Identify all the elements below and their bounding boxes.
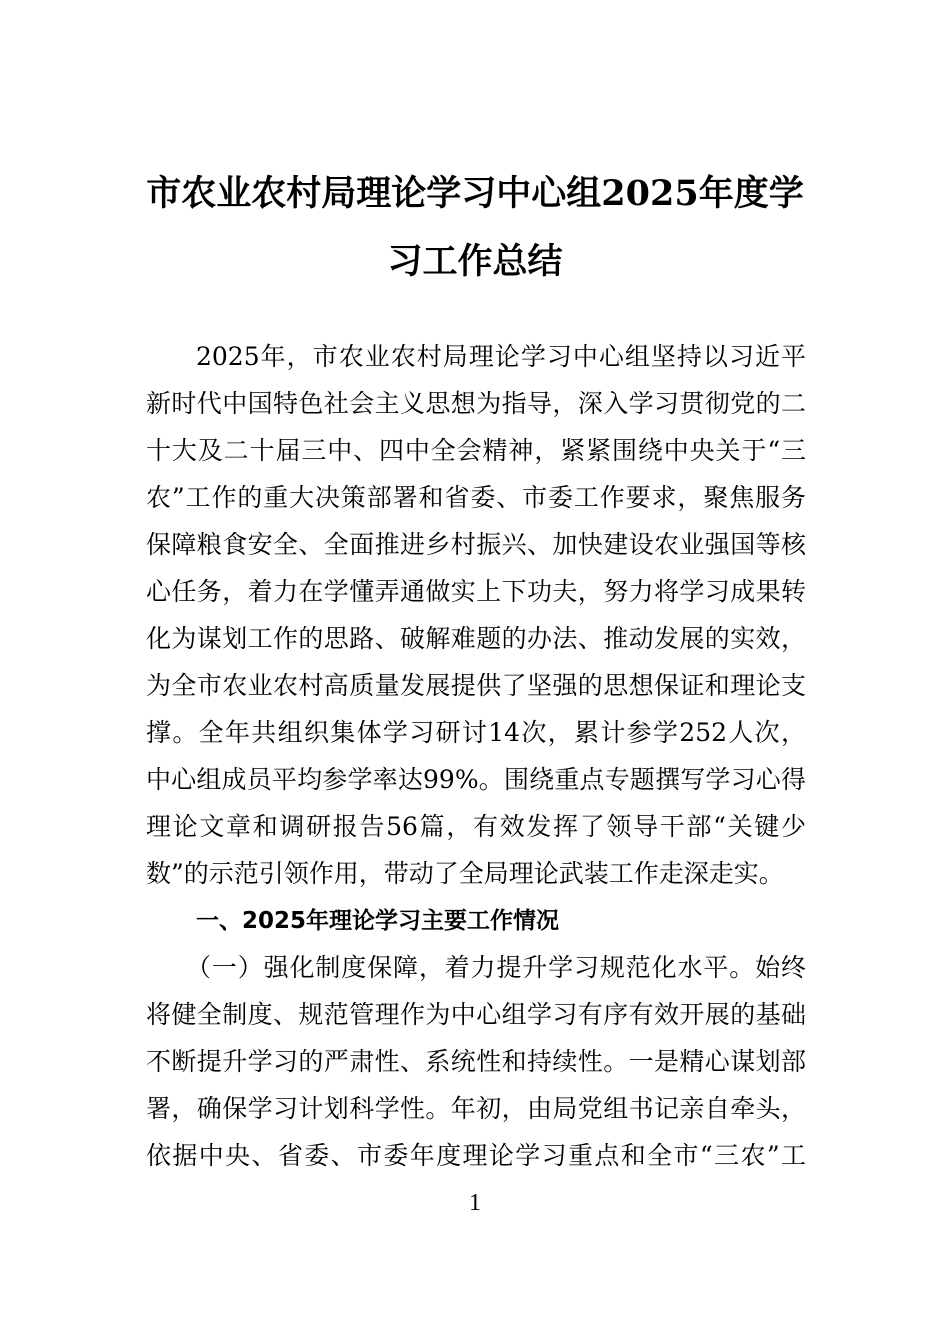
paragraph-line: 农”工作的重大决策部署和省委、市委工作要求，聚焦服务: [146, 483, 806, 512]
paragraph-line: 新时代中国特色社会主义思想为指导，深入学习贯彻党的二: [146, 389, 806, 418]
document-title-line-1: 市农业农村局理论学习中心组2025年度学: [146, 173, 804, 214]
section-heading: 一、2025年理论学习主要工作情况: [196, 908, 560, 934]
paragraph-line: 化为谋划工作的思路、破解难题的办法、推动发展的实效，: [146, 624, 806, 653]
paragraph-line: 不断提升学习的严肃性、系统性和持续性。一是精心谋划部: [146, 1047, 806, 1076]
paragraph-line: 为全市农业农村高质量发展提供了坚强的思想保证和理论支: [146, 671, 806, 700]
paragraph-line: 2025年，市农业农村局理论学习中心组坚持以习近平: [196, 342, 806, 371]
paragraph-line: 署，确保学习计划科学性。年初，由局党组书记亲自牵头，: [146, 1094, 806, 1123]
paragraph-line: 依据中央、省委、市委年度理论学习重点和全市“三农”工: [146, 1141, 806, 1170]
paragraph-line: 十大及二十届三中、四中全会精神，紧紧围绕中央关于“三: [146, 436, 806, 465]
document-title-line-2: 习工作总结: [387, 241, 563, 282]
paragraph-line: 将健全制度、规范管理作为中心组学习有序有效开展的基础: [146, 1000, 806, 1029]
paragraph-line: 保障粮食安全、全面推进乡村振兴、加快建设农业强国等核: [146, 530, 806, 559]
paragraph-line: 数”的示范引领作用，带动了全局理论武装工作走深走实。: [146, 859, 784, 888]
paragraph-line: 中心组成员平均参学率达99%。围绕重点专题撰写学习心得: [146, 765, 806, 794]
page-number: 1: [469, 1190, 481, 1216]
paragraph-line: 心任务，着力在学懂弄通做实上下功夫，努力将学习成果转: [146, 577, 806, 606]
paragraph-line: 理论文章和调研报告56篇，有效发挥了领导干部“关键少: [146, 812, 806, 841]
paragraph-line: 撑。全年共组织集体学习研讨14次，累计参学252人次，: [146, 718, 806, 747]
paragraph-line: （一）强化制度保障，着力提升学习规范化水平。始终: [186, 953, 806, 982]
